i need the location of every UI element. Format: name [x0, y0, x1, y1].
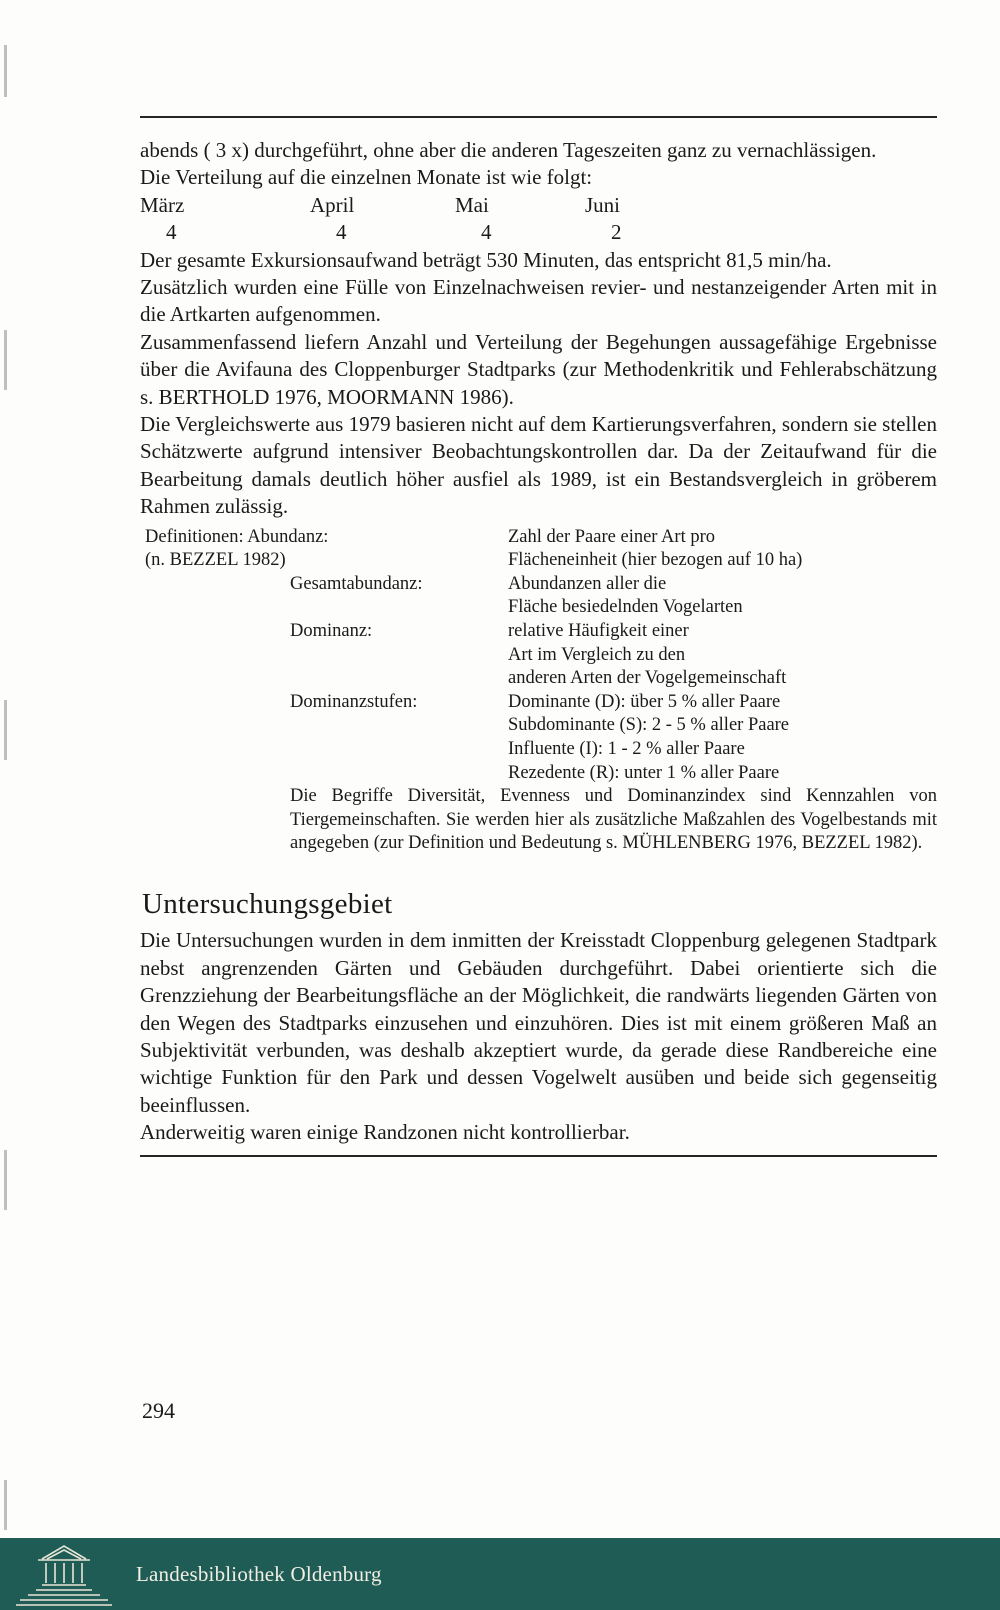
definition-row [140, 667, 937, 691]
definition-row [140, 714, 937, 738]
paragraph-effort: Der gesamte Exkursionsaufwand beträgt 530 Minuten, das entspricht 81,5 min/ha. [140, 247, 832, 272]
definition-label: (n. BEZZEL 1982) [145, 550, 286, 571]
definition-label [140, 738, 508, 762]
definition-row [140, 573, 937, 597]
definition-desc: Abundanzen aller die [508, 573, 667, 594]
section-heading: Untersuchungsgebiet [142, 888, 393, 920]
definition-desc: Dominante (D): über 5 % aller Paare [508, 691, 781, 712]
definition-desc: Fläche besiedelnden Vogelarten [508, 597, 743, 618]
scan-artifact [4, 1150, 7, 1210]
definition-desc: Rezedente (R): unter 1 % aller Paare [508, 762, 780, 783]
definition-desc: relative Häufigkeit einer [508, 621, 689, 642]
page-number: 294 [142, 1398, 175, 1423]
definitions-note: Die Begriffe Diversität, Evenness und Dominanzindex sind Kennzahlen von Tiergemeinschaften. Sie werden hier als zusätzliche Maßzahlen des Vogelbestands mit angegeben (zur Definition und Bedeutung s. MÜHLENBERG 1976, BEZZEL 1982). [290, 786, 937, 854]
library-building-icon [14, 1541, 114, 1607]
definition-row [140, 596, 937, 620]
library-name: Landesbibliothek Oldenburg [136, 1561, 382, 1586]
definition-label [140, 762, 508, 786]
month-header: März [140, 192, 185, 217]
definition-label [140, 714, 508, 738]
definition-desc: anderen Arten der Vogelgemeinschaft [508, 668, 787, 689]
definition-row [140, 691, 937, 715]
months-header-row [140, 192, 937, 219]
paragraph-summary: Zusammenfassend liefern Anzahl und Verteilung der Begehungen aussagefähige Ergebnisse über die Avifauna des Cloppenburger Stadtparks (zur Methodenkritik und Fehlerabschätzung s. BERTHOLD 1976, MOORMANN 1986). [140, 329, 937, 409]
top-rule [140, 116, 937, 118]
month-header: Juni [585, 192, 621, 217]
definition-desc: Flächeneinheit (hier bezogen auf 10 ha) [508, 550, 803, 571]
definition-row [140, 738, 937, 762]
definition-label [140, 596, 508, 620]
bottom-rule [140, 1155, 937, 1157]
definition-row [140, 526, 937, 550]
scan-artifact [4, 45, 7, 97]
definition-label [140, 644, 508, 668]
paragraph-intro: abends ( 3 x) durchgeführt, ohne aber die anderen Tageszeiten ganz zu vernachlässigen. [140, 138, 877, 162]
definition-label: Gesamtabundanz: [290, 573, 423, 594]
months-values-row [140, 219, 937, 246]
definition-label: Dominanzstufen: [290, 691, 418, 712]
definition-desc: Art im Vergleich zu den [508, 644, 686, 665]
month-header: Mai [455, 192, 489, 217]
scan-artifact [4, 330, 7, 390]
scan-artifact [4, 1480, 7, 1530]
page-content [140, 116, 937, 1157]
definition-desc: Zahl der Paare einer Art pro [508, 526, 716, 547]
definition-row [140, 620, 937, 644]
definition-label: Definitionen: Abundanz: [145, 526, 329, 547]
month-value: 4 [481, 220, 492, 245]
month-value: 2 [611, 220, 622, 245]
month-header: April [310, 192, 355, 217]
scan-artifact [4, 700, 7, 760]
definition-label [140, 667, 508, 691]
definition-row [140, 549, 937, 573]
paragraph-comparison: Die Vergleichswerte aus 1979 basieren nicht auf dem Kartierungsverfahren, sondern sie stellen Schätzwerte aufgrund intensiver Beobachtungskontrollen dar. Da der Zeitaufwand für die Bearbeitung damals deutlich höher ausfiel als 1989, ist ein Bestandsvergleich in gröberem Rahmen zulässig. [140, 412, 937, 519]
month-value: 4 [166, 220, 177, 245]
paragraph-study-area: Die Untersuchungen wurden in dem inmitten der Kreisstadt Cloppenburg gelegenen Stadtpark nebst angrenzenden Gärten und Gebäuden durchgeführt. Dabei orientierte sich die Grenzziehung der Bearbeitungsfläche an der Möglichkeit, die randwärts liegenden Gärten von den Wegen des Stadtparks einzusehen und einzuhören. Dies ist mit einem größeren Maß an Subjektivität verbunden, was deshalb akzeptiert wurde, da gerade diese Randbereiche eine wichtige Funktion für den Park und dessen Vogelwelt ausüben und beide sich gegenseitig beeinflussen. [140, 928, 937, 1117]
paragraph-final: Anderweitig waren einige Randzonen nicht kontrollierbar. [140, 1120, 630, 1145]
definition-row [140, 644, 937, 668]
definitions-block [140, 526, 937, 856]
definition-label: Dominanz: [290, 621, 373, 642]
paragraph-additional: Zusätzlich wurden eine Fülle von Einzelnachweisen revier- und nestanzeigender Arten mit in die Artkarten aufgenommen. [140, 275, 937, 327]
month-value: 4 [336, 220, 347, 245]
paragraph-distribution: Die Verteilung auf die einzelnen Monate ist wie folgt: [140, 165, 593, 190]
definition-desc: Influente (I): 1 - 2 % aller Paare [508, 739, 745, 760]
definition-row [140, 762, 937, 786]
definition-desc: Subdominante (S): 2 - 5 % aller Paare [508, 715, 790, 736]
library-stamp-bar [0, 1538, 1000, 1610]
